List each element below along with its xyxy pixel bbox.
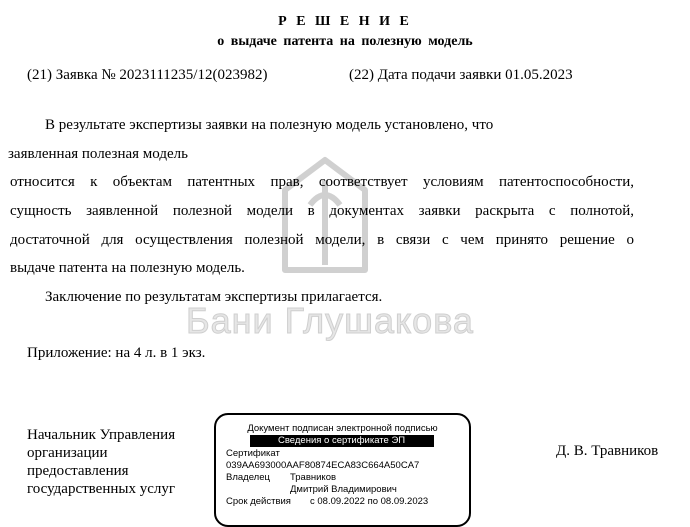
document-subtitle: о выдаче патента на полезную модель <box>217 34 473 49</box>
paragraph-1-line-1: В результате экспертизы заявки на полезную модель установлено, что <box>45 117 494 133</box>
stamp-owner-value-1: Травников <box>290 472 337 483</box>
stamp-cert-label: Сертификат <box>226 448 280 459</box>
filing-date: (22) Дата подачи заявки 01.05.2023 <box>349 67 573 83</box>
signer-name: Д. В. Травников <box>556 443 659 459</box>
signer-position: Начальник Управления организации предоставления государственных услуг <box>27 427 176 497</box>
stamp-owner-value-2: Дмитрий Владимирович <box>290 484 397 495</box>
watermark-text: Бани Глушакова <box>186 300 474 341</box>
stamp-validity-value: с 08.09.2022 по 08.09.2023 <box>310 496 429 507</box>
paragraph-1-line-2: заявленная полезная модель <box>8 146 188 162</box>
attachment-text: Приложение: на 4 л. в 1 экз. <box>27 345 206 361</box>
stamp-owner-label: Владелец <box>226 472 270 483</box>
stamp-cert-value: 039AA693000AAF80874ECA83C664A50CA7 <box>226 460 420 471</box>
paragraph-2-line-3: достаточной для осуществления полезной модели, в связи с чем принято решение о <box>10 232 634 248</box>
stamp-header: Документ подписан электронной подписью <box>247 423 438 434</box>
paragraph-2-line-2: сущность заявленной полезной модели в документах заявки раскрыта с полнотой, <box>10 203 634 219</box>
stamp-certificate-bar: Сведения о сертификате ЭП <box>250 435 434 447</box>
conclusion-text: Заключение по результатам экспертизы прилагается. <box>45 289 383 305</box>
application-number: (21) Заявка № 2023111235/12(023982) <box>27 67 268 83</box>
document-title: Р Е Ш Е Н И Е <box>278 14 412 29</box>
paragraph-2-line-4: выдаче патента на полезную модель. <box>10 260 245 276</box>
stamp-validity-label: Срок действия <box>226 496 291 507</box>
paragraph-2-line-1: относится к объектам патентных прав, соответствует условиям патентоспособности, <box>10 174 634 190</box>
